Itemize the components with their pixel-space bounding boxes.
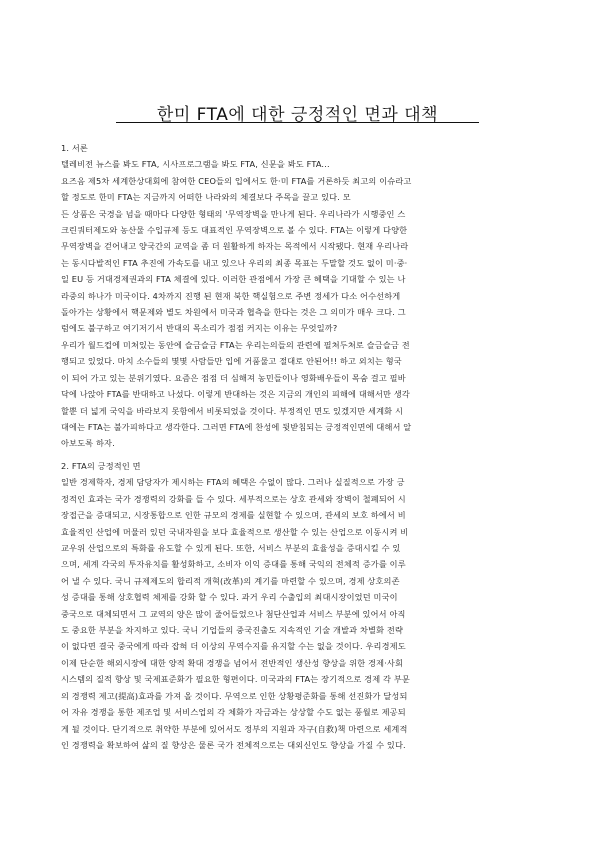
text-line: 어 낼 수 있다. 국니 규제제도의 합리적 개혁(改革)의 계기를 마련할 수 있으며, 경제 상호의존 bbox=[61, 575, 400, 586]
title-underline bbox=[116, 122, 479, 123]
paragraph bbox=[61, 474, 536, 753]
text-line: 장접근을 증대되고, 시장통합으로 인한 규모의 경제를 실현할 수 있으며, 관세의 보호 하에서 비 bbox=[61, 510, 406, 521]
text-line: 의 경쟁력 제고(提高)효과를 가져 올 것이다. 무역으로 인한 상황평준화를 통해 선진화가 달성되 bbox=[61, 690, 408, 701]
text-line: 이 없다면 결국 중국에게 따라 잡혀 더 이상의 무역수지를 유지할 수는 없을 것이다. 우리경제도 bbox=[61, 641, 406, 652]
section-heading: 2. FTA의 긍정적인 면 bbox=[61, 461, 141, 471]
text-line: 행되고 있었다. 마치 소수들의 몇몇 사람들만 입에 거품물고 절대로 안된어!! 하고 외치는 형국 bbox=[61, 356, 402, 367]
text-line: 요즈음 제5차 세계한상대회에 참여한 CEO들의 입에서도 한·미 FTA를 거론하듯 최고의 이슈라고 bbox=[61, 175, 412, 186]
text-line: 정적인 효과는 국가 경쟁력의 강화를 들 수 있다. 세부적으로는 상호 관세와 장벽이 철폐되어 시 bbox=[61, 493, 406, 504]
text-line: 크린쿼터제도와 농산물 수입규제 등도 대표적인 무역장벽으로 볼 수 있다. FTA는 이렇게 다양한 bbox=[61, 225, 408, 236]
section-introduction bbox=[61, 140, 536, 452]
text-line: 텔레비전 뉴스를 봐도 FTA, 시사프로그램을 봐도 FTA, 신문을 봐도 FTA... bbox=[61, 159, 330, 170]
text-line: 어 자유 경쟁을 통한 제조업 및 서비스업의 각 체화가 자금과는 상상할 수도 없는 풍월로 제공되 bbox=[61, 707, 406, 718]
text-line: 닥에 나앉아 FTA를 반대하고 나섰다. 이렇게 반대하는 것은 지금의 개인의 피해에 대해서만 생각 bbox=[61, 389, 410, 400]
text-line: 무역장벽을 걷어내고 양국간의 교역을 좀 더 원활하게 하자는 목적에서 시작됐다. 현재 우리나라 bbox=[61, 241, 409, 252]
text-line: 으며, 세계 각국의 투자유치를 활성화하고, 소비자 이익 증대를 통해 국익의 전체적 증가를 이루 bbox=[61, 559, 406, 570]
text-line: 대에는 FTA는 불가피하다고 생각한다. 그러면 FTA에 찬성에 뒷받침되는 긍정적인면에 대해서 알 bbox=[61, 421, 412, 432]
text-line: 든 상품은 국경을 넘을 때마다 다양한 형태의 '무역장벽을 만나게 된다. 우리나라가 시행중인 스 bbox=[61, 208, 406, 219]
text-line: 인 경쟁력을 확보하여 삶의 질 향상은 물론 국가 전체적으로는 대외신인도 향상을 가질 수 있다. bbox=[61, 739, 406, 750]
text-line: 돌아가는 상황에서 핵문제와 별도 차원에서 미국과 협측을 한다는 것은 그 의미가 매우 크다. 그 bbox=[61, 307, 406, 318]
text-line: 할 정도로 한미 FTA는 지금까지 어떠한 나라와의 체결보다 주목을 끌고 있다. 모 bbox=[61, 192, 351, 203]
text-line: 아보도록 하자. bbox=[61, 438, 115, 449]
text-line: 할뿐 더 넓게 국익을 바라보지 못함에서 비롯되었을 것이다. 부정적인 면도 있겠지만 세계화 시 bbox=[61, 405, 404, 416]
text-line: 는 동시다발적인 FTA 추진에 가속도를 내고 있으나 우리의 최종 목표는 두말할 것도 없이 미·중· bbox=[61, 257, 408, 268]
section-positive-aspects bbox=[61, 458, 536, 753]
text-line: 일 EU 등 거대경제권과의 FTA 체결에 있다. 이러한 관점에서 가장 큰 혜택을 기대할 수 있는 나 bbox=[61, 274, 406, 285]
text-line: 게 될 것이다. 단기적으로 취약한 부분에 있어서도 정부의 지원과 자구(自救)책 마련으로 세계적 bbox=[61, 723, 408, 734]
paragraph bbox=[61, 337, 536, 452]
text-line: 교우위 산업으로의 특화를 유도할 수 있게 된다. 또한, 서비스 부분의 효율성을 증대시킬 수 있 bbox=[61, 543, 401, 554]
paragraph bbox=[61, 156, 536, 336]
text-line: 도 중요한 부분을 차지하고 있다. 국니 기업들의 중국진출도 지속적인 기술 개발과 차별화 전략 bbox=[61, 625, 404, 636]
section-heading: 1. 서론 bbox=[61, 143, 88, 153]
text-line: 성 증대를 통해 상호협력 체제를 강화 할 수 있다. 과거 우리 수출입의 최대시장이었던 미국이 bbox=[61, 592, 398, 603]
text-line: 효율적인 산업에 머물러 있던 국내자원을 보다 효율적으로 생산할 수 있는 산업으로 이동시켜 비 bbox=[61, 526, 409, 537]
text-line: 이제 단순한 해외시장에 대한 양적 확대 경쟁을 넘어서 전반적인 생산성 향상을 위한 경제·사회 bbox=[61, 657, 404, 668]
text-line: 시스템의 질적 향상 및 국제표준화가 필요한 형편이다. 미국과의 FTA는 장기적으로 경제 각 부문 bbox=[61, 674, 410, 685]
document-title: 한미 FTA에 대한 긍정적인 면과 대책 bbox=[156, 105, 439, 125]
text-line: 중국으로 대체되면서 그 교역의 양은 많이 줄어들었으나 첨단산업과 서비스 부분에 있어서 아직 bbox=[61, 608, 406, 619]
text-line: 라중의 하나가 미국이다. 4차까지 진행 된 현재 북한 핵실험으로 주변 정세가 다소 어수선하게 bbox=[61, 290, 401, 301]
text-line: 우리가 월드컵에 미쳐있는 동안에 슬금슬금 FTA는 우리는의들의 관련에 필쳐두쳐로 슬금슬금 전 bbox=[61, 339, 410, 350]
text-line: 이 되어 가고 있는 분위기였다. 요즘은 점점 더 심해져 농민들이나 영화배우들이 목숨 걸고 필바 bbox=[61, 372, 406, 383]
text-line: 럼에도 불구하고 여기저기서 반대의 목소리가 점점 커지는 이유는 무엇일까? bbox=[61, 323, 338, 334]
text-line: 일반 경제학자, 경제 담당자가 제시하는 FTA의 혜택은 수없이 많다. 그러나 실질적으로 가장 긍 bbox=[61, 477, 405, 488]
